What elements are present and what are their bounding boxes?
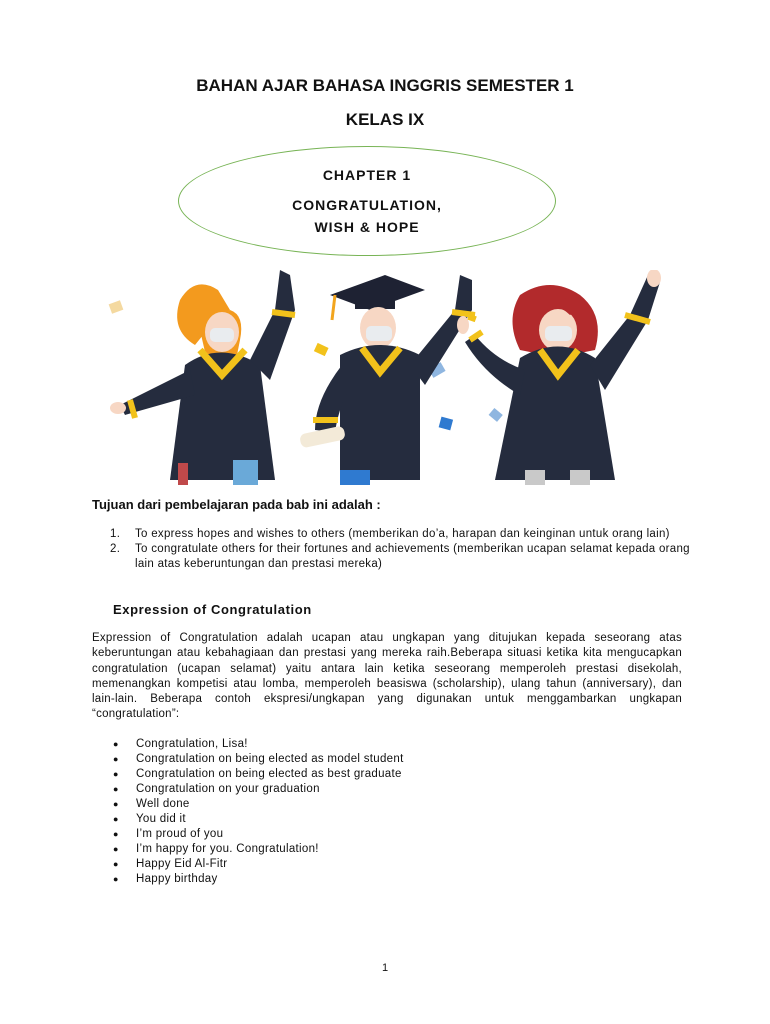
bullet-icon: ●	[113, 769, 119, 779]
list-item	[113, 857, 404, 872]
confetti	[109, 300, 503, 430]
list-item	[113, 737, 404, 752]
document-subtitle: KELAS IX	[345, 110, 425, 129]
page-number: 1	[381, 962, 389, 974]
bullet-icon: ●	[113, 844, 119, 854]
list-item	[113, 782, 404, 797]
document-title: BAHAN AJAR BAHASA INGGRIS SEMESTER 1	[196, 76, 574, 95]
bullet-icon: ●	[113, 739, 119, 749]
bullet-icon: ●	[113, 754, 119, 764]
bullet-icon: ●	[113, 859, 119, 869]
list-text: Happy birthday	[136, 873, 218, 885]
list-item	[113, 752, 404, 767]
objectives-list	[110, 527, 690, 572]
list-item	[113, 797, 404, 812]
list-item	[113, 767, 404, 782]
list-text: To congratulate others for their fortunes and achievements (memberikan ucapan selamat kepada orang lain atas keberuntungan dan prestasi mereka)	[135, 543, 690, 570]
list-text: Congratulation on being elected as best graduate	[136, 768, 402, 780]
list-text: Happy Eid Al-Fitr	[136, 858, 228, 870]
list-item	[113, 842, 404, 857]
list-item	[113, 872, 404, 887]
chapter-title-line2: WISH & HOPE	[314, 219, 420, 235]
section-paragraph: Expression of Congratulation adalah ucapan atau ungkapan yang ditujukan kepada seseorang atas keberuntungan atau kebahagiaan dan prestasi yang mereka raih.Beberapa situasi ketika kita mengucapkan congratulation (ucapan selamat) yaitu antara lain ketika seseorang memperoleh prestasi disekolah, memenangkan kompetisi atau lomba, memperoleh beasiswa (scholarship), ulang tahun (anniversary), dan lain-lain. Beberapa contoh ekspresi/ungkapan yang digunakan untuk menggambarkan ungkapan “congratulation”:	[92, 632, 682, 721]
examples-list	[113, 737, 404, 887]
section-heading: Expression of Congratulation	[113, 602, 312, 617]
list-item	[113, 812, 404, 827]
list-text: To express hopes and wishes to others (memberikan do’a, harapan dan keinginan untuk orang lain)	[135, 528, 670, 540]
bullet-icon: ●	[113, 814, 119, 824]
list-text: Congratulation on being elected as model student	[136, 753, 404, 765]
list-number: 2.	[110, 543, 121, 555]
bullet-icon: ●	[113, 874, 119, 884]
bullet-icon: ●	[113, 784, 119, 794]
graduates-illustration	[100, 270, 680, 485]
list-item	[110, 527, 690, 542]
list-text: I’m proud of you	[136, 828, 224, 840]
list-text: You did it	[136, 813, 186, 825]
objectives-heading: Tujuan dari pembelajaran pada bab ini adalah :	[92, 497, 381, 512]
bullet-icon: ●	[113, 799, 119, 809]
bullet-icon: ●	[113, 829, 119, 839]
graduate-middle	[299, 275, 475, 485]
list-item	[110, 542, 690, 572]
list-item	[113, 827, 404, 842]
list-text: Congratulation on your graduation	[136, 783, 320, 795]
graduate-right	[457, 270, 661, 485]
list-text: I’m happy for you. Congratulation!	[136, 843, 319, 855]
list-text: Congratulation, Lisa!	[136, 738, 248, 750]
chapter-title-line1: CONGRATULATION,	[292, 197, 442, 213]
list-number: 1.	[110, 528, 121, 540]
graduate-left	[110, 270, 295, 485]
chapter-label: CHAPTER 1	[322, 167, 412, 183]
list-text: Well done	[136, 798, 190, 810]
